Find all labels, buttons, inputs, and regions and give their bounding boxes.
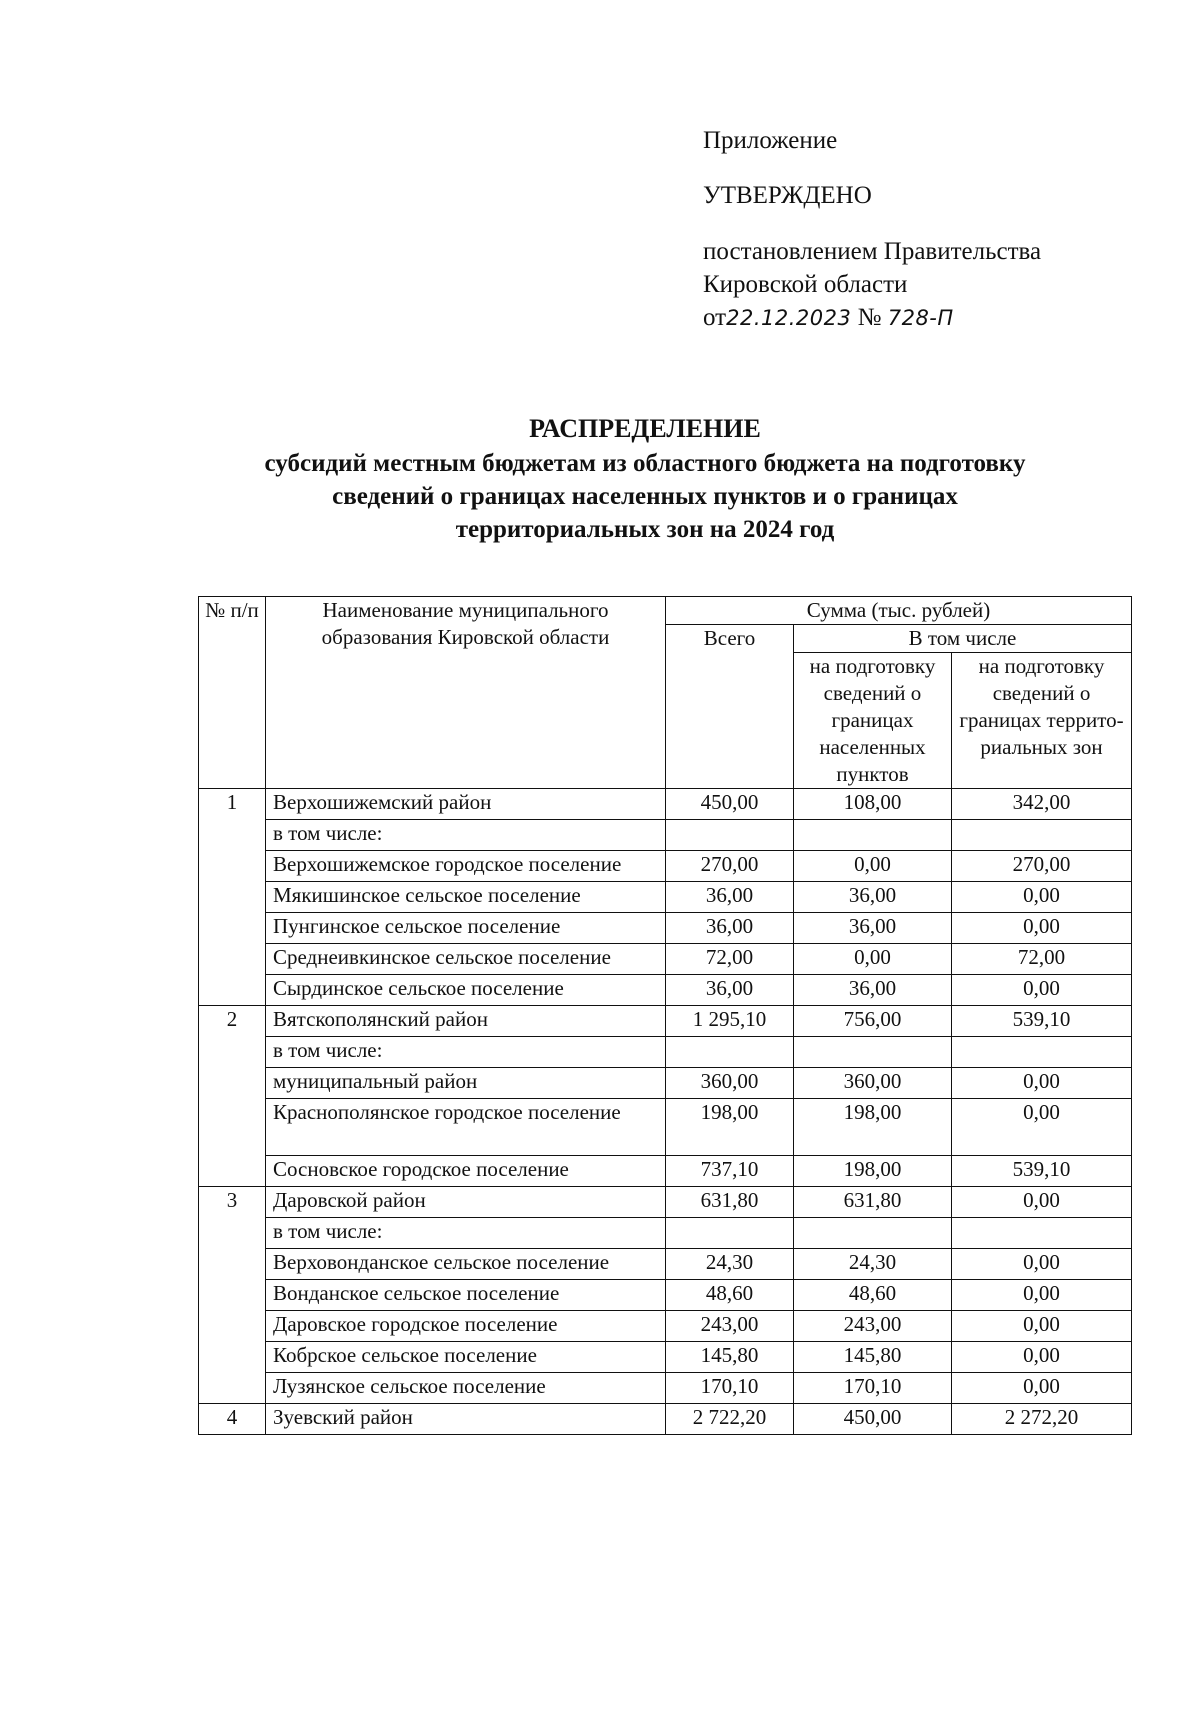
- table-row: [199, 1373, 1132, 1404]
- total-amount: 36,00: [666, 913, 794, 944]
- row-number: [199, 1068, 266, 1099]
- municipality-name: Вонданское сельское поселение: [266, 1280, 666, 1311]
- zones-amount: 0,00: [952, 1099, 1132, 1156]
- row-number: [199, 913, 266, 944]
- municipality-name: Вятскополянский район: [266, 1006, 666, 1037]
- row-number: [199, 1249, 266, 1280]
- zones-amount: 0,00: [952, 882, 1132, 913]
- table-row: [199, 1280, 1132, 1311]
- municipality-name: Даровское городское поселение: [266, 1311, 666, 1342]
- header-settlements: на подготовку сведений о границах населенных пунктов: [794, 653, 952, 789]
- header-name: Наименование муниципального образования Кировской области: [266, 597, 666, 789]
- settlements-amount: 170,10: [794, 1373, 952, 1404]
- row-number: [199, 1280, 266, 1311]
- settlements-amount: [794, 1218, 952, 1249]
- zones-amount: 72,00: [952, 944, 1132, 975]
- date-value: 22.12.2023: [726, 306, 852, 330]
- table-row: [199, 975, 1132, 1006]
- settlements-amount: 631,80: [794, 1187, 952, 1218]
- table-row: [199, 1249, 1132, 1280]
- zones-amount: 270,00: [952, 851, 1132, 882]
- municipality-name: Сосновское городское поселение: [266, 1156, 666, 1187]
- municipality-name: Сырдинское сельское поселение: [266, 975, 666, 1006]
- settlements-amount: 0,00: [794, 944, 952, 975]
- decree-line-2: Кировской области: [703, 271, 908, 298]
- number-prefix: №: [857, 304, 882, 331]
- header-including: В том числе: [794, 625, 1132, 653]
- title-line-3: территориальных зон на 2024 год: [455, 516, 835, 543]
- municipality-name: Даровской район: [266, 1187, 666, 1218]
- zones-amount: 0,00: [952, 1280, 1132, 1311]
- row-number: [199, 975, 266, 1006]
- row-number: 3: [199, 1187, 266, 1218]
- total-amount: 631,80: [666, 1187, 794, 1218]
- row-number: [199, 944, 266, 975]
- zones-amount: [952, 820, 1132, 851]
- total-amount: 36,00: [666, 882, 794, 913]
- zones-amount: 0,00: [952, 1373, 1132, 1404]
- zones-amount: [952, 1218, 1132, 1249]
- settlements-amount: 36,00: [794, 913, 952, 944]
- row-number: [199, 1037, 266, 1068]
- row-number: 4: [199, 1404, 266, 1435]
- total-amount: [666, 820, 794, 851]
- zones-amount: 0,00: [952, 913, 1132, 944]
- zones-amount: 0,00: [952, 1187, 1132, 1218]
- zones-amount: 2 272,20: [952, 1404, 1132, 1435]
- total-amount: [666, 1037, 794, 1068]
- table-row: [199, 1037, 1132, 1068]
- row-number: [199, 851, 266, 882]
- row-number: [199, 820, 266, 851]
- municipality-name: Лузянское сельское поселение: [266, 1373, 666, 1404]
- title-line-1: субсидий местным бюджетам из областного бюджета на подготовку: [264, 450, 1026, 477]
- total-amount: 24,30: [666, 1249, 794, 1280]
- total-amount: 450,00: [666, 789, 794, 820]
- settlements-amount: 36,00: [794, 975, 952, 1006]
- settlements-amount: 108,00: [794, 789, 952, 820]
- header-total: Всего: [666, 625, 794, 789]
- settlements-amount: 198,00: [794, 1099, 952, 1156]
- decree-date-line: [703, 301, 1041, 335]
- municipality-name: Кобрское сельское поселение: [266, 1342, 666, 1373]
- number-value: 728-П: [887, 306, 954, 330]
- row-number: 1: [199, 789, 266, 820]
- date-prefix: от: [703, 304, 727, 331]
- row-number: [199, 1342, 266, 1373]
- row-number: [199, 1373, 266, 1404]
- zones-amount: 539,10: [952, 1156, 1132, 1187]
- title-line-2: сведений о границах населенных пунктов и о границах: [332, 483, 958, 510]
- table-row: [199, 1068, 1132, 1099]
- table-row: [199, 1156, 1132, 1187]
- zones-amount: 342,00: [952, 789, 1132, 820]
- settlements-amount: 756,00: [794, 1006, 952, 1037]
- zones-amount: 0,00: [952, 1311, 1132, 1342]
- municipality-name: Верхошижемский район: [266, 789, 666, 820]
- total-amount: 1 295,10: [666, 1006, 794, 1037]
- approved-label: УТВЕРЖДЕНО: [703, 182, 872, 209]
- row-number: [199, 1156, 266, 1187]
- header-zones: на подготовку сведений о границах террито-риальных зон: [952, 653, 1132, 789]
- document-title: [180, 412, 1110, 546]
- settlements-amount: 450,00: [794, 1404, 952, 1435]
- zones-amount: 539,10: [952, 1006, 1132, 1037]
- total-amount: 198,00: [666, 1099, 794, 1156]
- header-num: № п/п: [199, 597, 266, 789]
- municipality-name: Зуевский район: [266, 1404, 666, 1435]
- municipality-name: Мякишинское сельское поселение: [266, 882, 666, 913]
- total-amount: 145,80: [666, 1342, 794, 1373]
- table-row: [199, 944, 1132, 975]
- appendix-label: Приложение: [703, 127, 838, 154]
- total-amount: 2 722,20: [666, 1404, 794, 1435]
- total-amount: 737,10: [666, 1156, 794, 1187]
- settlements-amount: 36,00: [794, 882, 952, 913]
- settlements-amount: [794, 1037, 952, 1068]
- table-row: [199, 1342, 1132, 1373]
- municipality-name: муниципальный район: [266, 1068, 666, 1099]
- table-row: [199, 1006, 1132, 1037]
- table-row: [199, 1311, 1132, 1342]
- municipality-name: Среднеивкинское сельское поселение: [266, 944, 666, 975]
- table-row: [199, 1404, 1132, 1435]
- row-number: [199, 1218, 266, 1249]
- title-main: РАСПРЕДЕЛЕНИЕ: [529, 414, 761, 443]
- zones-amount: 0,00: [952, 1342, 1132, 1373]
- settlements-amount: 0,00: [794, 851, 952, 882]
- total-amount: 170,10: [666, 1373, 794, 1404]
- municipality-name: Верхошижемское городское поселение: [266, 851, 666, 882]
- municipality-name: в том числе:: [266, 820, 666, 851]
- decree-line-1: постановлением Правительства: [703, 238, 1042, 265]
- total-amount: 243,00: [666, 1311, 794, 1342]
- settlements-amount: 243,00: [794, 1311, 952, 1342]
- municipality-name: Краснополянское городское поселение: [266, 1099, 666, 1156]
- header-sum: Сумма (тыс. рублей): [666, 597, 1132, 625]
- table-row: [199, 820, 1132, 851]
- table-row: [199, 1187, 1132, 1218]
- settlements-amount: 24,30: [794, 1249, 952, 1280]
- total-amount: 36,00: [666, 975, 794, 1006]
- municipality-name: Пунгинское сельское поселение: [266, 913, 666, 944]
- row-number: 2: [199, 1006, 266, 1037]
- row-number: [199, 1099, 266, 1156]
- total-amount: 360,00: [666, 1068, 794, 1099]
- settlements-amount: 360,00: [794, 1068, 952, 1099]
- zones-amount: 0,00: [952, 1068, 1132, 1099]
- total-amount: 72,00: [666, 944, 794, 975]
- table-row: [199, 1099, 1132, 1156]
- table-row: [199, 882, 1132, 913]
- total-amount: 270,00: [666, 851, 794, 882]
- settlements-amount: 48,60: [794, 1280, 952, 1311]
- zones-amount: [952, 1037, 1132, 1068]
- municipality-name: в том числе:: [266, 1037, 666, 1068]
- total-amount: 48,60: [666, 1280, 794, 1311]
- table-row: [199, 1218, 1132, 1249]
- municipality-name: в том числе:: [266, 1218, 666, 1249]
- distribution-table: [198, 596, 1132, 1435]
- table-row: [199, 913, 1132, 944]
- municipality-name: Верховонданское сельское поселение: [266, 1249, 666, 1280]
- settlements-amount: [794, 820, 952, 851]
- table-row: [199, 851, 1132, 882]
- table-row: [199, 789, 1132, 820]
- settlements-amount: 198,00: [794, 1156, 952, 1187]
- row-number: [199, 882, 266, 913]
- zones-amount: 0,00: [952, 1249, 1132, 1280]
- total-amount: [666, 1218, 794, 1249]
- row-number: [199, 1311, 266, 1342]
- settlements-amount: 145,80: [794, 1342, 952, 1373]
- appendix-block: [703, 124, 1041, 335]
- zones-amount: 0,00: [952, 975, 1132, 1006]
